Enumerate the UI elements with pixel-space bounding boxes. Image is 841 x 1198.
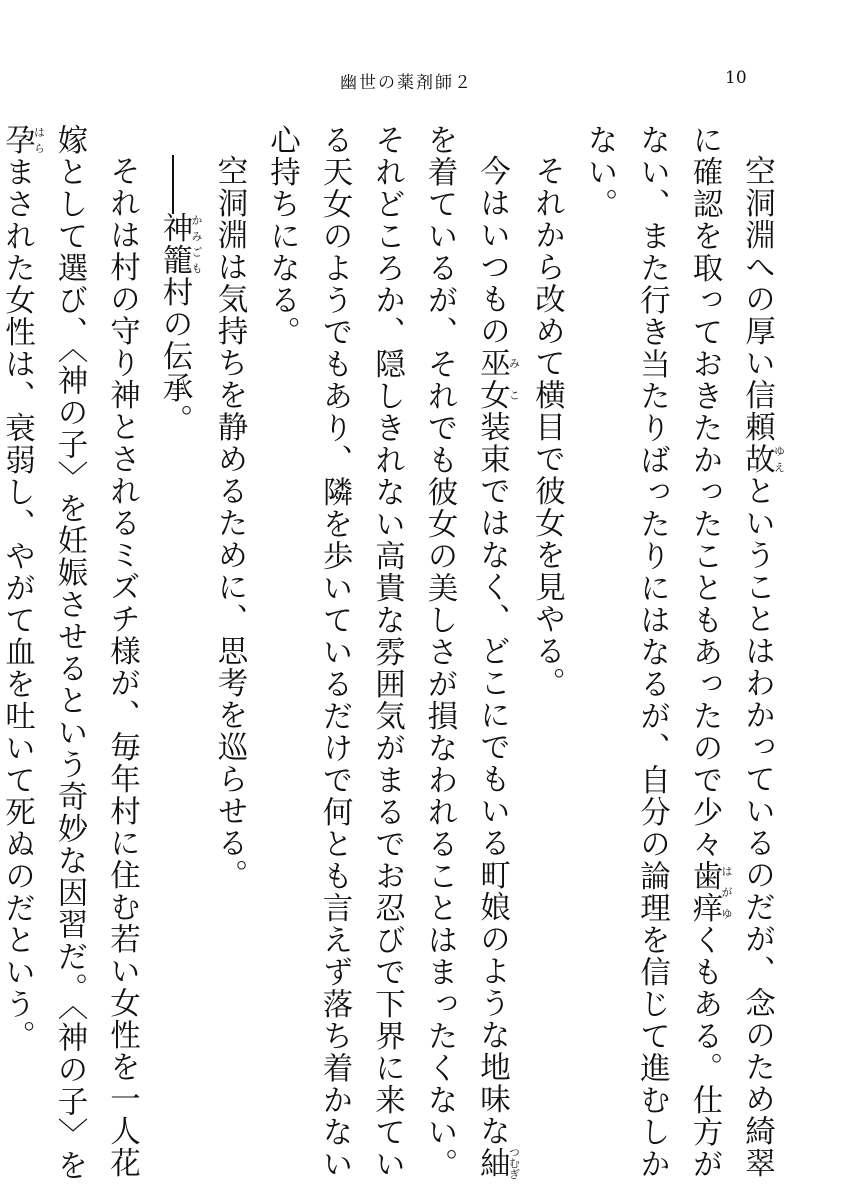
paragraph-trust: 空洞淵への厚い信頼故ゆえということはわかっているのだが、念のため綺翠に確認を取っておきたかったこともあったので少々歯痒はがゆくもある。仕方がない、また行き当たりばったりにはなるが、自分の論理を信じて進むしかない。 bbox=[582, 124, 786, 1180]
paragraph-appearance: 今はいつもの巫女みこ装束ではなく、どこにでもいる町娘のような地味な紬つむぎを着ているが、それでも彼女の美しさが損なわれることはまったくない。それどころか、隠しきれない高貴な雰囲気がまるでお忍びで下界に来ている天女のようでもあり、隣を歩いているだけで何とも言えず落ち着かない心持ちになる。 bbox=[264, 124, 521, 1180]
running-head-title: 幽世の薬剤師２ bbox=[340, 73, 473, 93]
ruby-yue: 故ゆえ bbox=[739, 442, 786, 475]
ruby-hagayu: 歯痒はがゆ bbox=[687, 860, 733, 924]
ruby-miko: 巫女みこ bbox=[474, 346, 521, 411]
vertical-body-text bbox=[0, 124, 785, 1184]
paragraph-thinking: 空洞淵は気持ちを静めるために、思考を巡らせる。 bbox=[212, 154, 247, 891]
paragraph-legend-heading: ――神籠かみごも村の伝承。 bbox=[157, 154, 203, 436]
paragraph-glance: それから改めて横目で彼女を見やる。 bbox=[529, 154, 565, 699]
ruby-kamigomo: 神籠かみごも bbox=[157, 211, 203, 276]
page-number: 10 bbox=[725, 68, 747, 88]
ruby-tsumugi: 紬つむぎ bbox=[474, 1146, 521, 1179]
ruby-hara: 孕はら bbox=[0, 124, 46, 156]
paragraph-legend: それは村の守り神とされるミズチ様が、毎年村に住む若い女性を一人花嫁として選び、〈神の子〉を妊娠させるという奇妙な因習だ。〈神の子〉を孕はらまされた女性は、衰弱し、やがて血を吐いて死ぬのだという。 bbox=[0, 124, 140, 1182]
